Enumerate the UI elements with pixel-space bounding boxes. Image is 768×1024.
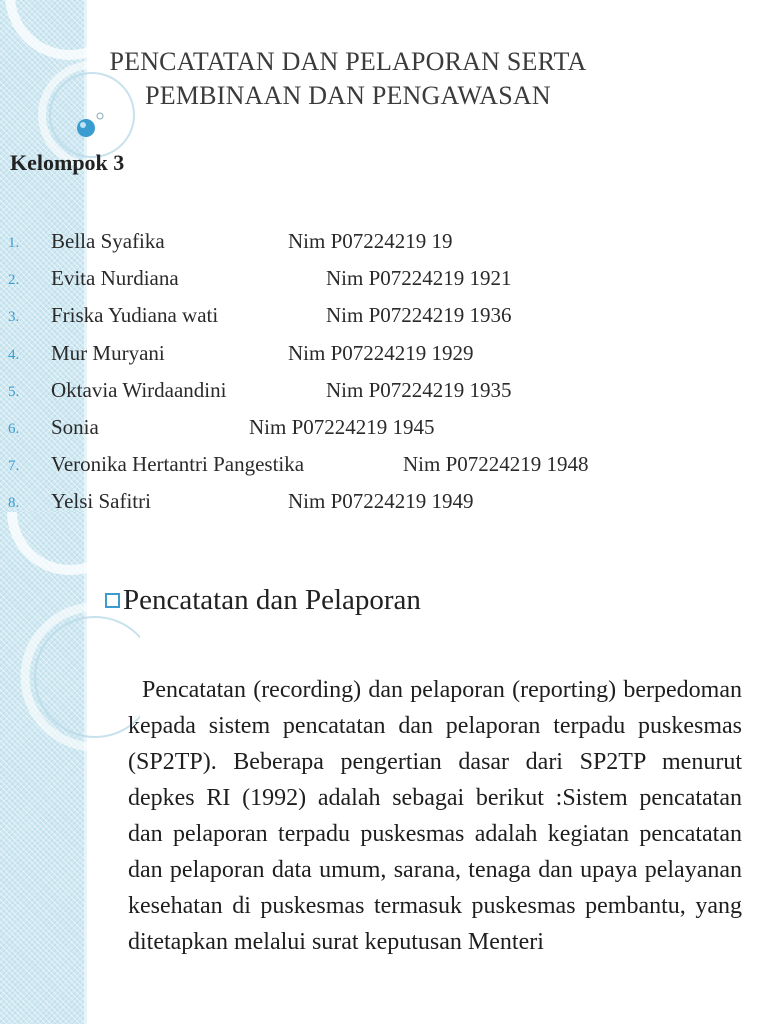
member-nim: Nim P07224219 19	[288, 229, 453, 253]
title-line-1: PENCATATAN DAN PELAPORAN SERTA	[109, 47, 587, 76]
checkbox-bullet-icon	[105, 593, 120, 608]
member-name: Bella Syafika	[51, 229, 165, 253]
list-number: 8.	[8, 495, 20, 512]
member-nim: Nim P07224219 1949	[288, 489, 474, 512]
group-label: Kelompok 3	[10, 150, 125, 175]
section-heading	[105, 584, 421, 617]
member-name: Oktavia Wirdaandini	[51, 377, 227, 402]
list-number: 1.	[8, 235, 20, 251]
member-nim: Nim P07224219 1935	[326, 377, 512, 402]
body-paragraph: Pencatatan (recording) dan pelaporan (reporting) berpedoman kepada sistem pencatatan dan pelaporan terpadu puskesmas (SP2TP). Beberapa pengertian dasar dari SP2TP menurut depkes RI (1992) adalah sebagai berikut :Sistem pencatatan dan pelaporan terpadu puskesmas adalah kegiatan pencatatan dan pelaporan data umum, sarana, tenaga dan upaya pelayanan kesehatan di puskesmas termasuk puskesmas pembantu, yang ditetapkan melalui surat keputusan Menteri	[128, 677, 742, 955]
member-name: Yelsi Safitri	[51, 489, 151, 512]
member-nim: Nim P07224219 1921	[326, 266, 512, 291]
list-number: 3.	[8, 309, 20, 326]
decorative-rings	[0, 512, 140, 772]
list-item	[0, 266, 760, 303]
member-name: Veronika Hertantri Pangestika	[51, 452, 305, 477]
list-number: 5.	[8, 383, 20, 400]
list-number: 7.	[8, 458, 20, 475]
list-item	[0, 303, 760, 340]
list-item	[0, 378, 760, 415]
slide-title	[40, 45, 656, 113]
list-number: 2.	[8, 272, 20, 289]
member-nim: Nim P07224219 1929	[288, 340, 474, 365]
member-nim: Nim P07224219 1936	[326, 303, 512, 328]
member-nim: Nim P07224219 1948	[403, 452, 589, 477]
member-list	[0, 229, 760, 512]
list-item	[0, 415, 760, 452]
list-item	[0, 452, 760, 489]
list-item	[0, 489, 760, 512]
member-name: Sonia	[51, 414, 99, 439]
list-number: 6.	[8, 420, 20, 437]
list-item	[0, 341, 760, 378]
title-line-2: PEMBINAAN DAN PENGAWASAN	[145, 81, 551, 110]
member-name: Mur Muryani	[51, 340, 165, 365]
list-item	[0, 229, 760, 266]
blue-orb-icon	[77, 119, 95, 137]
member-name: Friska Yudiana wati	[51, 303, 219, 328]
member-name: Evita Nurdiana	[51, 266, 179, 291]
list-number: 4.	[8, 346, 20, 363]
slide-2	[0, 512, 768, 1024]
member-nim: Nim P07224219 1945	[249, 414, 435, 439]
section-heading-text: Pencatatan dan Pelaporan	[123, 584, 421, 616]
